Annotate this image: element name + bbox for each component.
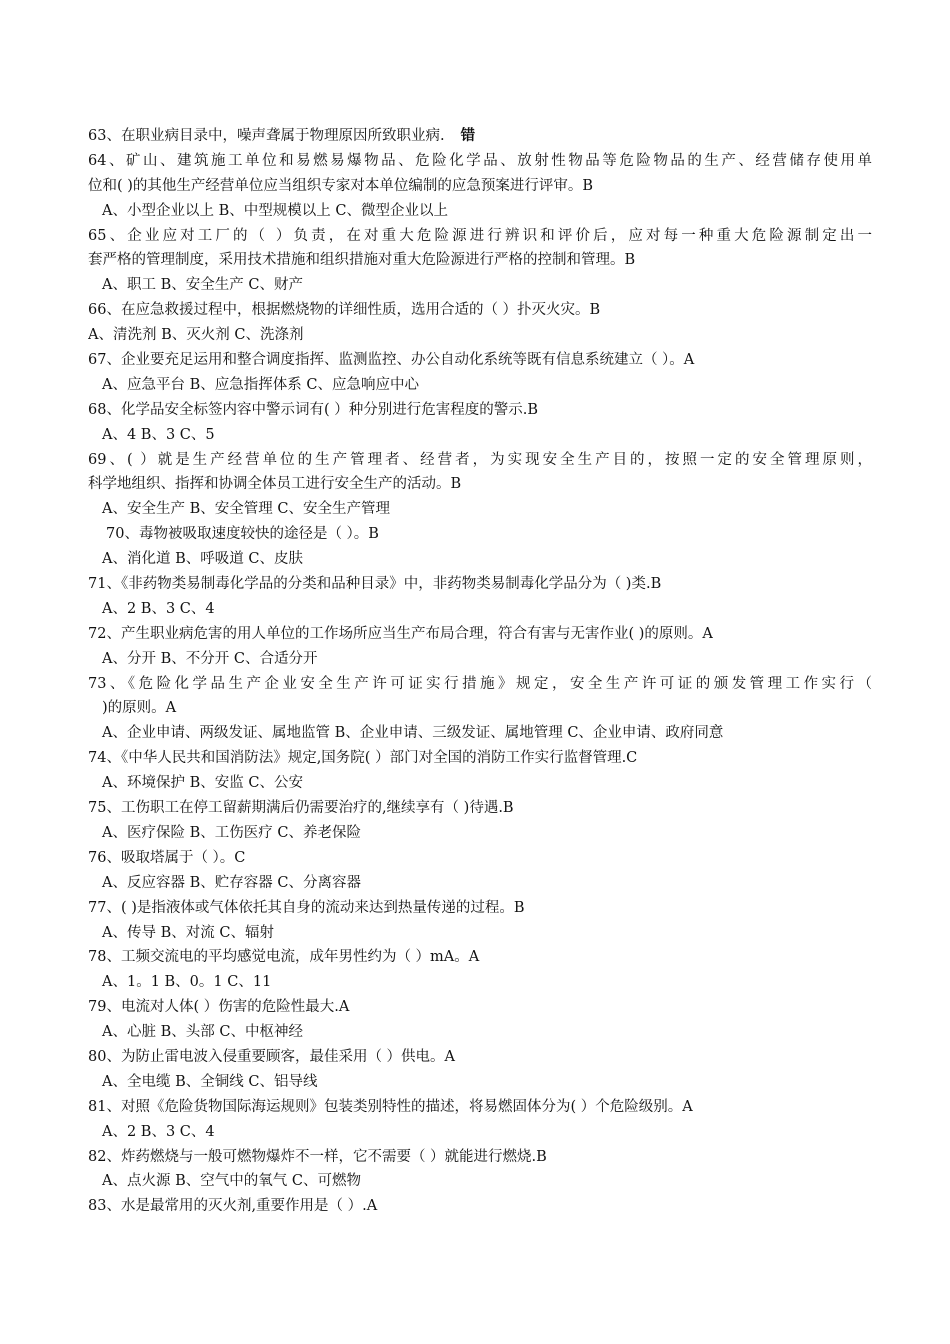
text-line: 63、在职业病目录中，噪声聋属于物理原因所致职业病. 错 [88,128,476,144]
text-line: A、心脏 B、头部 C、中枢神经 [102,1024,303,1041]
text-line: A、小型企业以上 B、中型规模以上 C、微型企业以上 [102,202,448,219]
text-line: A、企业申请、两级发证、属地监管 B、企业申请、三级发证、属地管理 C、企业申请、政府同意 [102,725,724,742]
text-line: A、全电缆 B、全铜线 C、铝导线 [102,1073,318,1090]
text-line: 75、工伤职工在停工留薪期满后仍需要治疗的,继续享有（ )待遇.B [88,800,514,817]
text-line: 64、矿山、建筑施工单位和易燃易爆物品、危险化学品、放射性物品等危险物品的生产、经营储存使用单 [88,152,872,169]
text-line: A、清洗剂 B、灭火剂 C、洗涤剂 [88,327,304,344]
text-line: A、2 B、3 C、4 [102,600,215,617]
text-line: 77、( )是指液体或气体依托其自身的流动来达到热量传递的过程。B [88,899,525,916]
text-line: A、医疗保险 B、工伤医疗 C、养老保险 [102,824,361,841]
text-line: A、安全生产 B、安全管理 C、安全生产管理 [102,501,390,518]
text-line: 76、吸取塔属于（ ）。C [88,849,246,866]
text-line: 83、水是最常用的灭火剂,重要作用是（ ）.A [88,1198,378,1215]
text-line: 73、《危险化学品生产企业安全生产许可证实行措施》规定，安全生产许可证的颁发管理工作实行（ [88,675,872,692]
text-line: 71、《非药物类易制毒化学品的分类和品种目录》中，非药物类易制毒化学品分为（ )类.B [88,576,662,593]
text-line: A、2 B、3 C、4 [102,1123,215,1140]
text-line: 78、工频交流电的平均感觉电流，成年男性约为（ ）mA。A [88,949,480,966]
text-line: 70、毒物被吸取速度较快的途径是（ ）。B [106,526,379,543]
text-line: A、应急平台 B、应急指挥体系 C、应急响应中心 [102,376,419,393]
text-line: 科学地组织、指挥和协调全体员工进行安全生产的活动。B [88,476,462,493]
text-line: )的原则。A [102,700,177,717]
text-line: A、分开 B、不分开 C、合适分开 [102,650,318,667]
text-line: A、职工 B、安全生产 C、财产 [102,277,303,294]
text-line: 74、《中华人民共和国消防法》规定,国务院( ）部门对全国的消防工作实行监督管理.C [88,750,638,767]
text-line: A、环境保护 B、安监 C、公安 [102,775,303,792]
text-line: 69、( ）就是生产经营单位的生产管理者、经营者，为实现安全生产目的，按照一定的安全管理原则， [88,451,872,468]
text-line: 82、炸药燃烧与一般可燃物爆炸不一样，它不需要（ ）就能进行燃烧.B [88,1148,547,1165]
text-line: 68、化学品安全标签内容中警示词有( ）种分别进行危害程度的警示.B [88,401,538,418]
text-line: 79、电流对人体( ）伤害的危险性最大.A [88,999,350,1016]
text-line: 67、企业要充足运用和整合调度指挥、监测监控、办公自动化系统等既有信息系统建立（ ）。A [88,352,695,369]
text-line: 81、对照《危险货物国际海运规则》包装类别特性的描述，将易燃固体分为( ）个危险级别。A [88,1098,693,1115]
text-line: A、点火源 B、空气中的氧气 C、可燃物 [102,1173,361,1190]
text-line: 66、在应急救援过程中，根据燃烧物的详细性质，选用合适的（ ）扑灭火灾。B [88,302,601,319]
text-line: A、4 B、3 C、5 [102,426,215,443]
text-line: 72、产生职业病危害的用人单位的工作场所应当生产布局合理，符合有害与无害作业( )的原则。A [88,625,713,642]
text-line: 位和( )的其他生产经营单位应当组织专家对本单位编制的应急预案进行评审。B [88,177,594,194]
text-line: A、消化道 B、呼吸道 C、皮肤 [102,551,303,568]
text-line: 65、企业应对工厂的（ ）负责，在对重大危险源进行辨识和评价后，应对每一种重大危险源制定出一 [88,227,872,244]
text-line: A、传导 B、对流 C、辐射 [102,924,274,941]
text-line: A、反应容器 B、贮存容器 C、分离容器 [102,874,361,891]
answer-mark: 错 [460,128,476,144]
text-line: 套严格的管理制度，采用技术措施和组织措施对重大危险源进行严格的控制和管理。B [88,252,636,269]
text-line: 80、为防止雷电波入侵重要顾客，最佳采用（ ）供电。A [88,1048,456,1065]
text-line: A、1。1 B、0。1 C、11 [102,974,272,991]
